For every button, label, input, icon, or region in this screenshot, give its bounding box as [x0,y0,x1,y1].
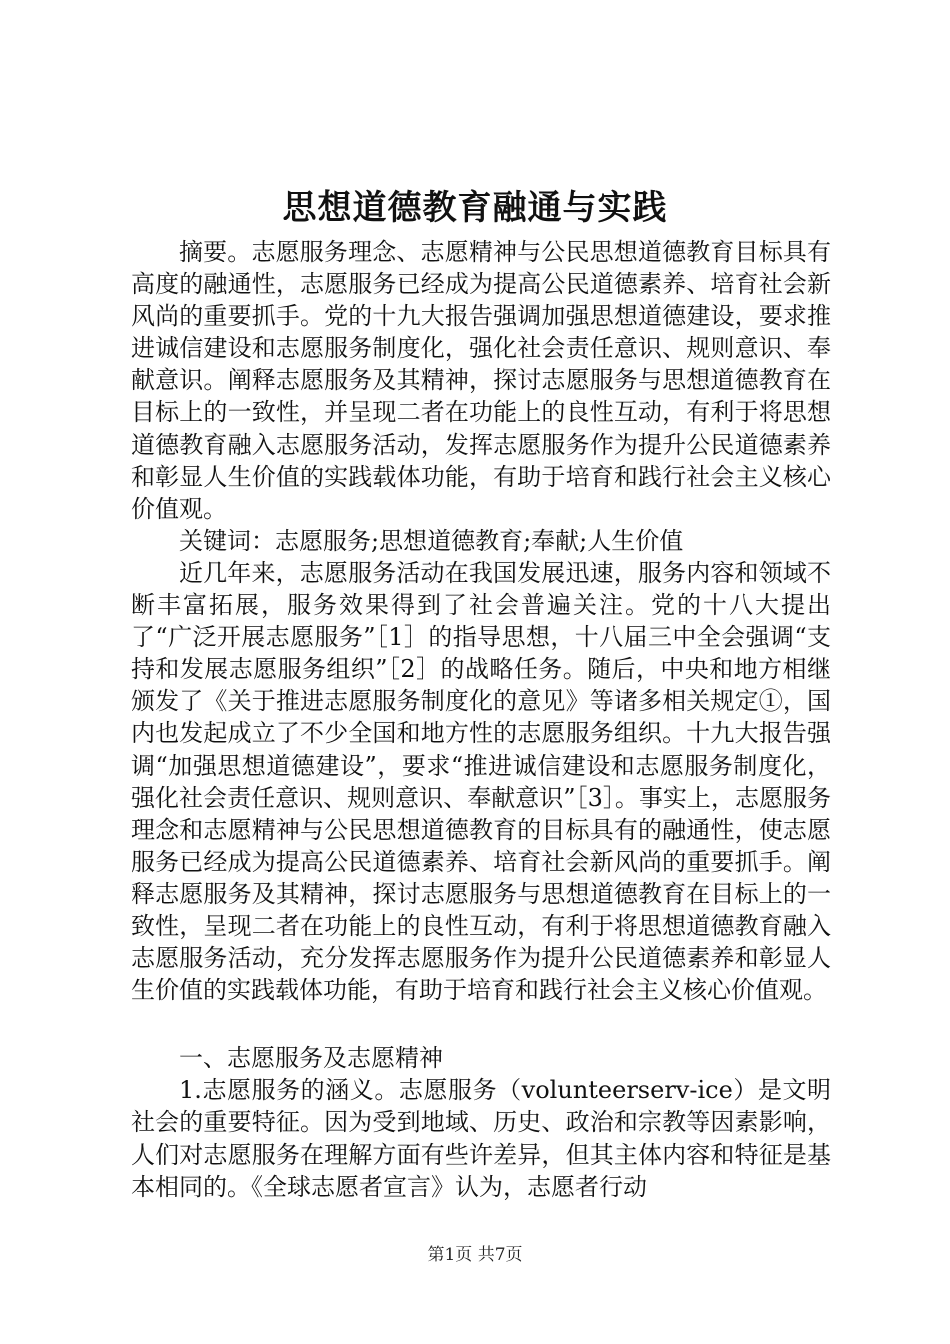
intro-paragraph: 近几年来，志愿服务活动在我国发展迅速，服务内容和领域不断丰富拓展，服务效果得到了社会普遍关注。党的十八大提出了“广泛开展志愿服务”［1］的指导思想，十八届三中全会强调“支持和发展志愿服务组织”［2］的战略任务。随后，中央和地方相继颁发了《关于推进志愿服务制度化的意见》等诸多相关规定①，国内也发起成立了不少全国和地方性的志愿服务组织。十九大报告强调“加强思想道德建设”，要求“推进诚信建设和志愿服务制度化，强化社会责任意识、规则意识、奉献意识”［3］。事实上，志愿服务理念和志愿精神与公民思想道德教育的目标具有的融通性，使志愿服务已经成为提高公民道德素养、培育社会新风尚的重要抓手。阐释志愿服务及其精神，探讨志愿服务与思想道德教育在目标上的一致性，呈现二者在功能上的良性互动，有利于将思想道德教育融入志愿服务活动，充分发挥志愿服务作为提升公民道德素养和彰显人生价值的实践载体功能，有助于培育和践行社会主义核心价值观。 [131,558,831,1005]
document-title: 思想道德教育融通与实践 [282,188,668,228]
section-heading: 一、志愿服务及志愿精神 [179,1044,443,1073]
section-paragraph: 1.志愿服务的涵义。志愿服务（volunteerserv-ice）是文明社会的重要特征。因为受到地域、历史、政治和宗教等因素影响，人们对志愿服务在理解方面有些许差异，但其主体内容和特征是基本相同的。《全球志愿者宣言》认为，志愿者行动 [131,1076,831,1201]
keywords-paragraph: 关键词：志愿服务;思想道德教育;奉献;人生价值 [179,526,684,555]
abstract-paragraph: 摘要。志愿服务理念、志愿精神与公民思想道德教育目标具有高度的融通性，志愿服务已经成为提高公民道德素养、培育社会新风尚的重要抓手。党的十九大报告强调加强思想道德建设，要求推进诚信建设和志愿服务制度化，强化社会责任意识、规则意识、奉献意识。阐释志愿服务及其精神，探讨志愿服务与思想道德教育在目标上的一致性，并呈现二者在功能上的良性互动，有利于将思想道德教育融入志愿服务活动，发挥志愿服务作为提升公民道德素养和彰显人生价值的实践载体功能，有助于培育和践行社会主义核心价值观。 [131,238,831,523]
document-body [131,236,831,1203]
page-footer: 第1页 共7页 [427,1245,523,1265]
paragraph-spacer [131,1006,831,1042]
